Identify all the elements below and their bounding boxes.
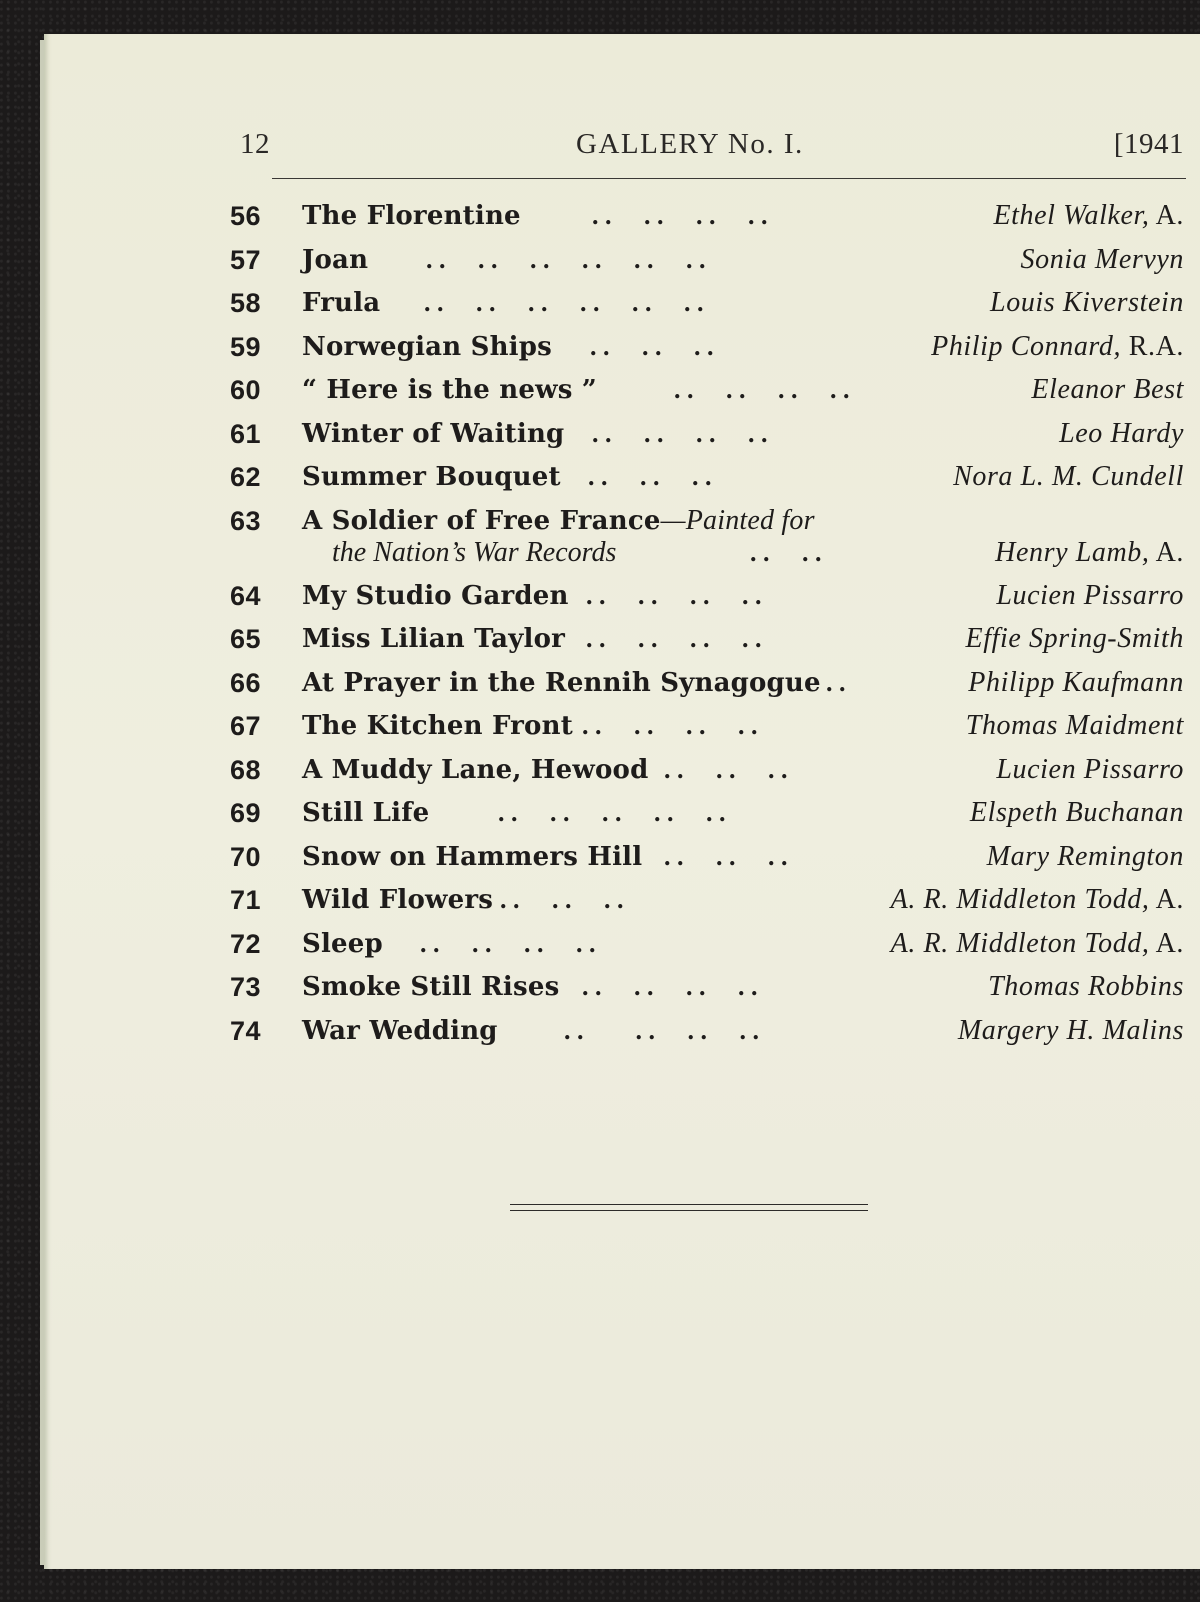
entry-number: 56 xyxy=(230,201,262,231)
catalogue-entry xyxy=(230,501,1184,576)
catalogue-entry xyxy=(230,457,1184,501)
leader-dots: . . . . . . . . xyxy=(582,972,758,1001)
leader-dots: . . . . . . xyxy=(664,841,788,871)
entry-title: The Florentine xyxy=(302,201,521,231)
leader-dots: . . . . . . . . xyxy=(592,201,768,230)
catalogue-entry xyxy=(230,706,1184,750)
leader-dots: . . . . . . xyxy=(590,331,714,361)
entry-number: 62 xyxy=(230,462,262,492)
catalogue-entry xyxy=(230,196,1184,240)
leader-dots: . . . . . . xyxy=(500,885,624,914)
entry-number: 66 xyxy=(230,667,262,698)
leader-dots: . . . . . . xyxy=(664,754,788,784)
entry-title: Norwegian Ships xyxy=(302,331,552,362)
entry-title: Sleep xyxy=(302,928,383,959)
entry-artist: Eleanor Best xyxy=(1031,374,1184,405)
catalogue-entry xyxy=(230,750,1184,794)
leader-dots: . . . . . . . . . . . . xyxy=(426,244,706,274)
entry-number: 72 xyxy=(230,928,262,959)
leader-dots: . . . . . . . . . . xyxy=(498,798,726,827)
entry-number: 59 xyxy=(230,331,262,362)
page-number: 12 xyxy=(240,128,270,160)
entry-number: 71 xyxy=(230,885,262,915)
page-header xyxy=(240,128,1184,168)
entry-number: 74 xyxy=(230,1015,262,1046)
entry-title: A Muddy Lane, Hewood xyxy=(302,754,649,785)
gallery-title: GALLERY No. I. xyxy=(576,128,804,160)
catalogue-entry xyxy=(230,880,1184,924)
entry-number: 57 xyxy=(230,244,262,275)
leader-dots: . . . . . . . . xyxy=(674,375,850,404)
catalogue-entry xyxy=(230,793,1184,837)
catalogue-list xyxy=(230,196,1184,1054)
entry-artist: Sonia Mervyn xyxy=(1020,243,1184,275)
entry-number: 58 xyxy=(230,288,262,318)
leader-dots: . . . . . . . . xyxy=(420,928,596,958)
entry-artist: Ethel Walker, A. xyxy=(993,200,1184,231)
leader-dots: . . . . . . . . xyxy=(586,624,762,653)
entry-artist: Henry Lamb, A. xyxy=(995,536,1184,568)
entry-artist: Effie Spring-Smith xyxy=(965,623,1184,654)
catalogue-entry xyxy=(230,576,1184,620)
catalogue-entry xyxy=(230,1011,1184,1055)
entry-title: Winter of Waiting xyxy=(302,418,565,449)
entry-title: Still Life xyxy=(302,798,430,828)
entry-artist: Lucien Pissarro xyxy=(996,579,1184,611)
entry-title: My Studio Garden xyxy=(302,580,569,611)
entry-number: 67 xyxy=(230,711,262,741)
entry-number: 69 xyxy=(230,798,262,828)
entry-artist: Louis Kiverstein xyxy=(990,287,1184,318)
catalogue-year: [1941 xyxy=(1113,128,1184,160)
catalogue-entry xyxy=(230,924,1184,968)
entry-number: 61 xyxy=(230,418,262,449)
entry-title: The Kitchen Front xyxy=(302,711,573,741)
entry-title: Miss Lilian Taylor xyxy=(302,624,566,654)
entry-artist: Nora L. M. Cundell xyxy=(953,461,1184,492)
entry-artist: Thomas Robbins xyxy=(988,971,1184,1002)
entry-artist: Philipp Kaufmann xyxy=(968,666,1184,698)
entry-artist: A. R. Middleton Todd, A. xyxy=(890,927,1184,959)
leader-dots: . . . . . . . . . . . . xyxy=(424,288,704,317)
entry-title: A Soldier of Free France—Painted for xyxy=(302,504,815,536)
entry-artist: Lucien Pissarro xyxy=(996,753,1184,785)
entry-title-continued: the Nation’s War Records xyxy=(332,536,617,568)
leader-dots: . . . . . . . . xyxy=(586,580,762,610)
entry-number: 65 xyxy=(230,624,262,654)
leader-dots: . . . . . . xyxy=(588,462,712,491)
entry-number: 68 xyxy=(230,754,262,785)
entry-number: 70 xyxy=(230,841,262,872)
entry-artist: Leo Hardy xyxy=(1059,417,1184,449)
leader-dots: . . . . . . . . xyxy=(582,711,758,740)
leader-dots: . . xyxy=(826,667,846,697)
catalogue-entry xyxy=(230,619,1184,663)
entry-title: Joan xyxy=(302,244,369,275)
catalogue-entry xyxy=(230,283,1184,327)
leader-dots: . . . . . . . . xyxy=(592,418,768,448)
entry-title: Smoke Still Rises xyxy=(302,972,560,1002)
entry-artist: Thomas Maidment xyxy=(965,710,1184,741)
catalogue-entry xyxy=(230,414,1184,458)
closing-double-rule xyxy=(510,1204,868,1211)
entry-title: Snow on Hammers Hill xyxy=(302,841,643,872)
entry-title: War Wedding xyxy=(302,1015,498,1046)
leader-dots: . . . . . . . . xyxy=(564,1015,759,1045)
entry-title: At Prayer in the Rennih Synagogue xyxy=(302,667,821,698)
entry-number: 60 xyxy=(230,375,262,405)
entry-title: “ Here is the news ” xyxy=(302,375,597,405)
catalogue-entry xyxy=(230,967,1184,1011)
entry-title: Wild Flowers xyxy=(302,885,494,915)
leader-dots: . . . . xyxy=(750,537,822,567)
entry-artist: Mary Remington xyxy=(986,840,1184,872)
entry-title: Frula xyxy=(302,288,381,318)
catalogue-entry xyxy=(230,327,1184,371)
entry-artist: A. R. Middleton Todd, A. xyxy=(890,884,1184,915)
entry-number: 73 xyxy=(230,972,262,1002)
catalogue-entry xyxy=(230,663,1184,707)
catalogue-entry xyxy=(230,240,1184,284)
entry-artist: Margery H. Malins xyxy=(957,1014,1184,1046)
entry-number: 64 xyxy=(230,580,262,611)
entry-title: Summer Bouquet xyxy=(302,462,561,492)
entry-artist: Elspeth Buchanan xyxy=(969,797,1184,828)
header-rule xyxy=(272,178,1186,179)
entry-number: 63 xyxy=(230,505,262,536)
catalogue-entry xyxy=(230,837,1184,881)
entry-artist: Philip Connard, R.A. xyxy=(931,330,1184,362)
catalogue-entry xyxy=(230,370,1184,414)
